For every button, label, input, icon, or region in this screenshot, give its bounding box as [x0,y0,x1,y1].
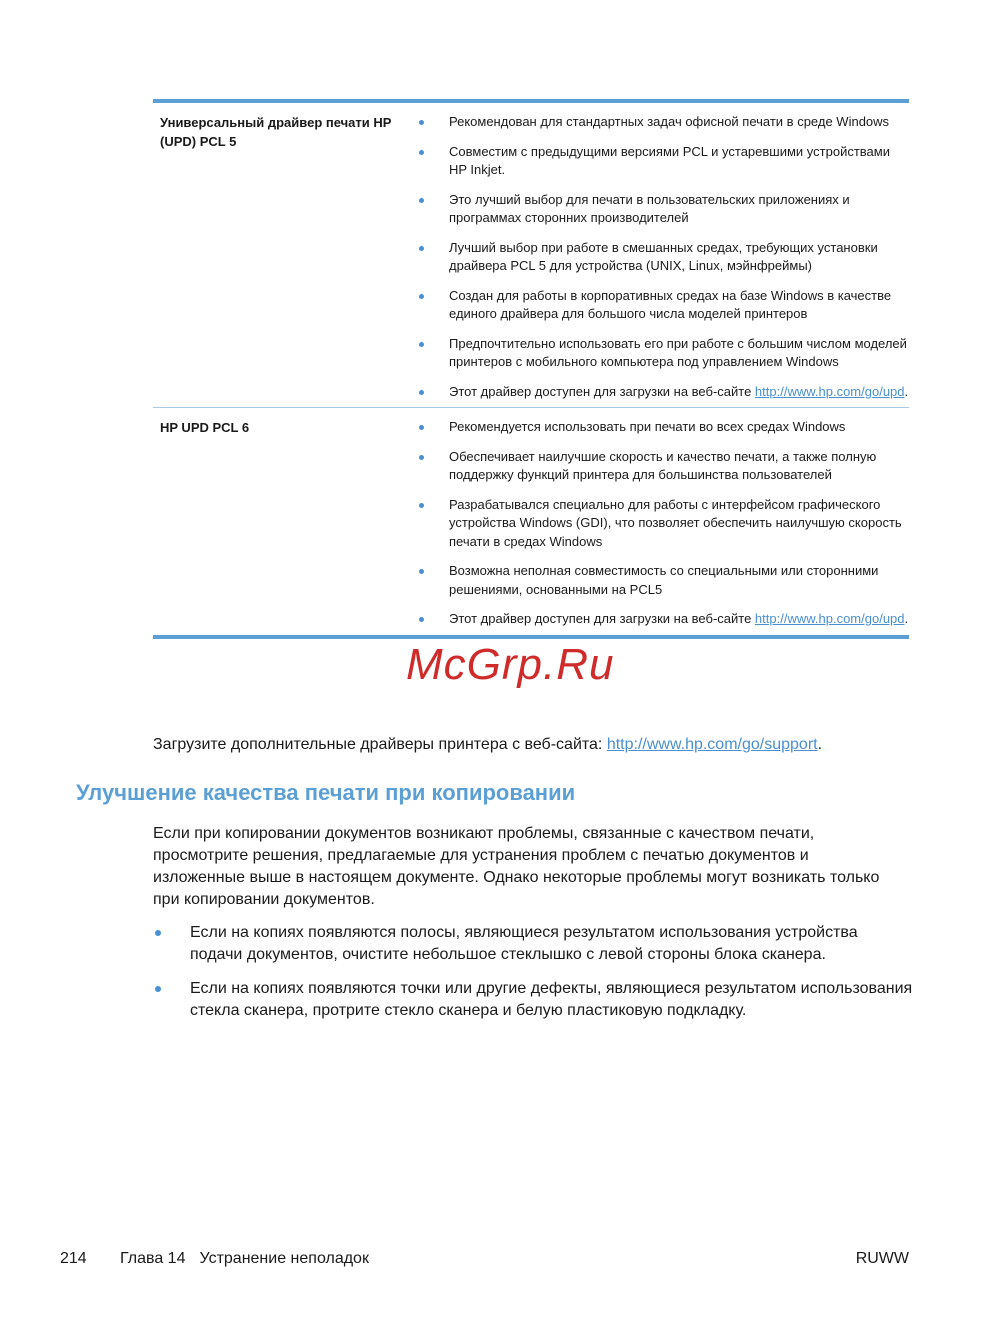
driver-table [153,99,909,639]
item-text: Этот драйвер доступен для загрузки на веб-сайте [449,383,755,399]
list-item [412,191,909,228]
chapter-label: Глава 14 [120,1250,186,1267]
tips-list [153,922,913,1034]
table-row [153,407,909,635]
tip-text: Если на копиях появляются точки или другие дефекты, являющиеся результатом использования стекла сканера, протрите стекло сканера и белую пластиковую подкладку. [190,980,913,1019]
item-text: Лучший выбор при работе в смешанных средах, требующих установки драйвера PCL 5 для устройства (UNIX, Linux, мэйнфреймы) [449,239,878,273]
bullet-icon [419,198,424,203]
list-item [412,448,909,485]
bullet-icon [419,342,424,347]
bullet-icon [419,503,424,508]
driver-name: HP UPD PCL 6 [160,420,250,435]
driver-name: Универсальный драйвер печати HP (UPD) PCL 5 [160,115,392,149]
list-item [412,113,909,132]
item-suffix: . [904,383,909,399]
bullet-icon [419,120,424,125]
feature-list [412,418,909,629]
section-intro: Если при копировании документов возникают проблемы, связанные с качеством печати, просмотрите решения, предлагаемые для устранения проблем с печатью документов и изложенные выше в настоящем документе. Однако некоторые проблемы могут возникать только при копировании документов. [153,825,880,908]
page-footer [60,1249,909,1269]
support-link[interactable]: http://www.hp.com/go/support [606,736,818,753]
list-item [412,287,909,324]
upd-link[interactable]: http://www.hp.com/go/upd [754,611,905,626]
item-text: Совместим с предыдущими версиями PCL и устаревшими устройствами HP Inkjet. [449,143,890,177]
item-text: Создан для работы в корпоративных средах на базе Windows в качестве единого драйвера для большого числа моделей принтеров [449,287,892,321]
chapter-title: Устранение неполадок [199,1250,369,1267]
locale-code: RUWW [855,1250,909,1267]
spacer [369,1249,856,1269]
list-item [412,496,909,552]
item-text: Предпочтительно использовать его при работе с большим числом моделей принтеров с мобильного компьютера под управлением Windows [449,335,907,369]
bullet-icon [419,390,424,395]
item-text: Это лучший выбор для печати в пользовательских приложениях и программах сторонних производителей [449,191,850,225]
bullet-icon [419,246,424,251]
bullet-icon [155,986,161,992]
download-text: Загрузите дополнительные драйверы принтера с веб-сайта: [153,736,607,753]
download-suffix: . [817,736,823,753]
upd-link[interactable]: http://www.hp.com/go/upd [754,383,905,399]
item-text: Разрабатывался специально для работы с интерфейсом графического устройства Windows (GDI), что позволяет обеспечить наилучшую скорость печати в средах Windows [449,496,902,549]
item-suffix: . [904,611,909,626]
item-text: Рекомендуется использовать при печати во всех средах Windows [449,419,846,434]
bullet-icon [419,569,424,574]
list-item [412,239,909,276]
list-item [153,922,913,966]
table-row [153,103,909,407]
list-item [412,383,909,402]
bullet-icon [419,150,424,155]
bullet-icon [419,425,424,430]
download-note [153,735,822,755]
page-number: 214 [60,1250,87,1267]
section-title: Улучшение качества печати при копировании [76,780,576,805]
bullet-icon [419,617,424,622]
item-text: Обеспечивает наилучшие скорость и качество печати, а также полную поддержку функций принтера для большинства пользователей [449,448,877,482]
bullet-icon [419,294,424,299]
item-text: Этот драйвер доступен для загрузки на веб-сайте [449,611,755,626]
list-item [412,562,909,599]
list-item [153,978,913,1022]
item-text: Возможна неполная совместимость со специальными или сторонними решениями, основанными на PCL5 [449,563,879,597]
list-item [412,335,909,372]
bullet-icon [155,930,161,936]
watermark: McGrp.Ru [406,640,615,689]
tip-text: Если на копиях появляются полосы, являющиеся результатом использования устройства подачи документов, очистите небольшое стеклышко с левой стороны блока сканера. [190,924,858,963]
list-item [412,418,909,437]
list-item [412,143,909,180]
list-item [412,610,909,629]
item-text: Рекомендован для стандартных задач офисной печати в среде Windows [449,114,890,129]
bullet-icon [419,455,424,460]
feature-list [412,113,909,401]
